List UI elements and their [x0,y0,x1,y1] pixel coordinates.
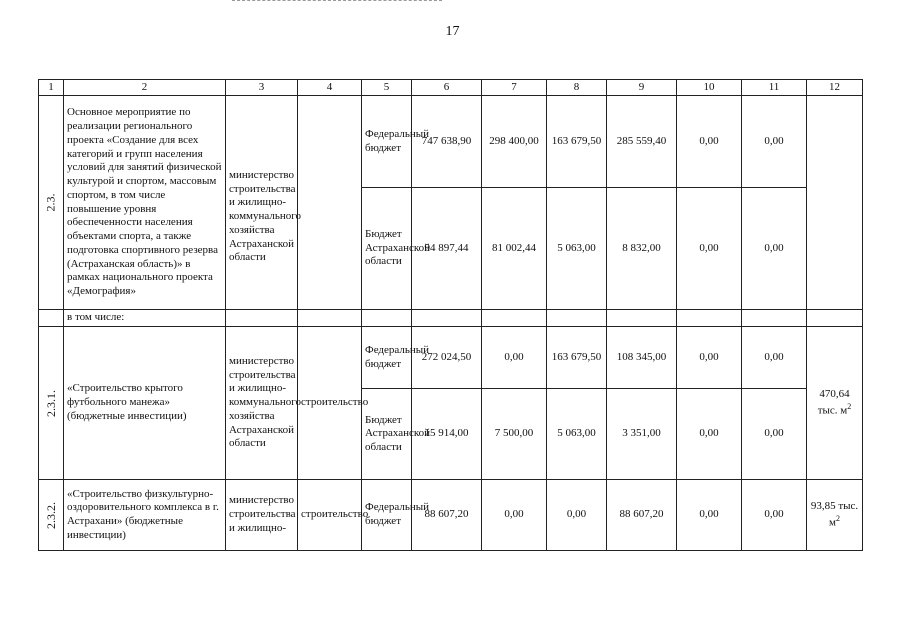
amount-col6: 15 914,00 [412,389,482,480]
empty-cell [226,310,298,327]
empty-cell [742,310,807,327]
table-row [39,480,863,551]
funding-source: Федеральный бюджет [362,480,412,551]
page-number: 17 [445,24,460,39]
amount-col8: 0,00 [547,480,607,551]
amount-col6: 94 897,44 [412,188,482,310]
executor-cell: министерство строительства и жилищно-коммунального хозяйства Астраханской области [226,96,298,310]
funding-source: Бюджет Астраханской области [362,389,412,480]
capacity-value: 93,85 тыс. [810,499,859,512]
amount-col7: 81 002,44 [482,188,547,310]
capacity-cell [807,327,863,480]
empty-cell [362,310,412,327]
row-code-cell [39,96,64,310]
row-code-cell [39,327,64,480]
capacity-unit-sup: 2 [847,401,852,411]
amount-col9: 108 345,00 [607,327,677,389]
amount-col7: 0,00 [482,327,547,389]
executor-cell: министерство строительства и жилищно-коммунального хозяйства Астраханской области [226,327,298,480]
capacity-cell [807,480,863,551]
including-label: в том числе: [64,310,226,327]
column-number-header [39,80,863,96]
header-cell: 2 [64,80,226,96]
header-cell: 5 [362,80,412,96]
header-cell: 1 [39,80,64,96]
amount-col10: 0,00 [677,480,742,551]
table-row [39,96,863,188]
amount-col11: 0,00 [742,389,807,480]
capacity-unit: тыс. м [817,404,848,417]
amount-col11: 0,00 [742,96,807,188]
amount-col6: 272 024,50 [412,327,482,389]
measure-name: «Строительство крытого футбольного манежа» (бюджетные инвестиции) [64,327,226,480]
funding-source: Федеральный бюджет [362,96,412,188]
capacity-unit-sup: 2 [835,513,840,523]
amount-col8: 5 063,00 [547,188,607,310]
amount-col6: 747 638,90 [412,96,482,188]
funding-source: Бюджет Астраханской области [362,188,412,310]
object-type-cell: строительство [298,480,362,551]
header-cell: 4 [298,80,362,96]
amount-col11: 0,00 [742,188,807,310]
amount-col10: 0,00 [677,188,742,310]
table-row [39,327,863,389]
amount-col7: 0,00 [482,480,547,551]
amount-col7: 298 400,00 [482,96,547,188]
amount-col9: 285 559,40 [607,96,677,188]
header-cell: 12 [807,80,863,96]
empty-cell [298,310,362,327]
measure-name: «Строительство физкультурно-оздоровительного комплекса в г. Астрахани» (бюджетные инвестиции) [64,480,226,551]
amount-col8: 5 063,00 [547,389,607,480]
executor-cell: министерство строительства и жилищно- [226,480,298,551]
amount-col8: 163 679,50 [547,96,607,188]
header-cell: 8 [547,80,607,96]
amount-col10: 0,00 [677,389,742,480]
empty-cell [607,310,677,327]
empty-cell [39,310,64,327]
capacity-cell [807,96,863,310]
top-edge-rule [232,0,442,1]
object-type-cell: строительство [298,327,362,480]
amount-col9: 3 351,00 [607,389,677,480]
amount-col6: 88 607,20 [412,480,482,551]
empty-cell [807,310,863,327]
row-code: 2.3. [43,193,58,212]
amount-col8: 163 679,50 [547,327,607,389]
amount-col11: 0,00 [742,480,807,551]
amount-col10: 0,00 [677,327,742,389]
header-cell: 3 [226,80,298,96]
capacity-value: 470,64 [819,387,850,400]
empty-cell [677,310,742,327]
header-cell: 6 [412,80,482,96]
budget-table [38,79,863,551]
empty-cell [412,310,482,327]
funding-source: Федеральный бюджет [362,327,412,389]
header-cell: 9 [607,80,677,96]
amount-col9: 88 607,20 [607,480,677,551]
empty-cell [482,310,547,327]
row-code: 2.3.1. [43,389,58,417]
measure-name: Основное мероприятие по реализации регионального проекта «Создание для всех категорий и групп населения условий для занятий физической культурой и спортом, массовым спортом, в том числе повышение уровня обеспеченности населения объектами спорта, а также подготовка спортивного резерва (Астраханская область)» в рамках национального проекта «Демография» [64,96,226,310]
capacity-unit: м [829,516,836,529]
object-type-cell [298,96,362,310]
header-cell: 10 [677,80,742,96]
amount-col10: 0,00 [677,96,742,188]
amount-col7: 7 500,00 [482,389,547,480]
amount-col9: 8 832,00 [607,188,677,310]
row-code-cell [39,480,64,551]
table-row [39,310,863,327]
row-code: 2.3.2. [43,501,58,529]
empty-cell [547,310,607,327]
amount-col11: 0,00 [742,327,807,389]
header-cell: 7 [482,80,547,96]
header-cell: 11 [742,80,807,96]
